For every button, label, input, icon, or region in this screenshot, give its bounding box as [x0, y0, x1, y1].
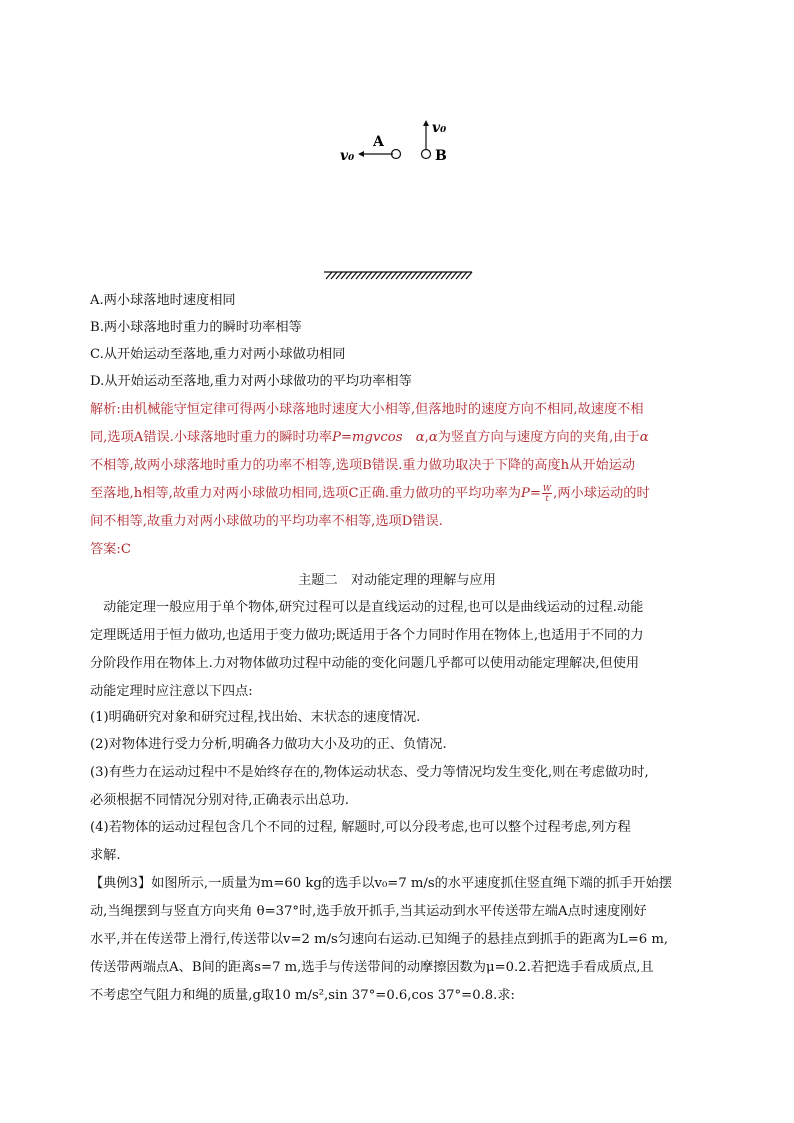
analysis-text: 为竖直方向与速度方向的夹角,由于: [437, 430, 640, 445]
option-c: C.从开始运动至落地,重力对两小球做功相同: [90, 347, 346, 362]
paragraph-line: 动能定理时应注意以下四点:: [90, 684, 253, 699]
option-b: B.两小球落地时重力的瞬时功率相等: [90, 320, 302, 335]
point-4-cont: 求解.: [90, 848, 121, 863]
analysis-text: 至落地,h相等,故重力对两小球做功相同,选项C正确.重力做功的平均功率为: [90, 486, 521, 501]
projectile-diagram: [320, 110, 480, 285]
example-line-4: 传送带两端点A、B间的距离s=7 m,选手与传送带间的动摩擦因数为μ=0.2.若把选手看成质点,且: [90, 960, 654, 975]
avg-power-formula: P=: [520, 486, 541, 501]
fraction-denominator: t: [545, 494, 549, 503]
ball-b: [422, 150, 431, 159]
answer: 答案:C: [90, 542, 131, 557]
analysis-text: ,: [424, 430, 429, 445]
alpha-symbol: α: [639, 430, 649, 445]
example-line-5: 不考虑空气阻力和绳的质量,g取10 m/s²,sin 37°=0.6,cos 37°=0.8.求:: [90, 988, 515, 1003]
point-4: (4)若物体的运动过程包含几个不同的过程, 解题时,可以分段考虑,也可以整个过程考虑,列方程: [90, 820, 631, 835]
paragraph-line: 分阶段作用在物体上.力对物体做功过程中动能的变化问题几乎都可以使用动能定理解决,但使用: [90, 656, 640, 671]
fraction-w-over-t: [542, 484, 552, 503]
v0-left-arrowhead: [358, 151, 364, 157]
v0-up-arrowhead: [423, 120, 429, 126]
example-line-3: 水平,并在传送带上滑行,传送带以v=2 m/s匀速向右运动.已知绳子的悬挂点到抓手的距离为L=6 m,: [90, 932, 669, 947]
point-2: (2)对物体进行受力分析,明确各力做功大小及功的正、负情况.: [90, 737, 447, 752]
ground-hatch: [324, 272, 472, 279]
power-formula: P=mgvcos α: [332, 430, 425, 445]
analysis-line-3: 不相等,故两小球落地时重力的功率不相等,选项B错误.重力做功取决于下降的高度h从开始运动: [90, 458, 636, 473]
section-title: 主题二 对动能定理的理解与应用: [298, 573, 496, 588]
ball-b-label: B: [435, 148, 447, 164]
example-line-1: 【典例3】如图所示,一质量为m=60 kg的选手以v₀=7 m/s的水平速度抓住竖直绳下端的抓手开始摆: [90, 876, 672, 891]
analysis-text: 同,选项A错误.小球落地时重力的瞬时功率: [90, 430, 333, 445]
analysis-line-1: 解析:由机械能守恒定律可得两小球落地时速度大小相等,但落地时的速度方向不相同,故速度不相: [90, 402, 644, 417]
paragraph-line: 动能定理一般应用于单个物体,研究过程可以是直线运动的过程,也可以是曲线运动的过程.动能: [90, 600, 644, 615]
alpha-symbol: α: [428, 430, 438, 445]
example-line-2: 动,当绳摆到与竖直方向夹角 θ=37°时,选手放开抓手,当其运动到水平传送带左端A点时速度刚好: [90, 904, 647, 919]
point-3: (3)有些力在运动过程中不是始终存在的,物体运动状态、受力等情况均发生变化,则在考虑做功时,: [90, 765, 649, 780]
point-3-cont: 必须根据不同情况分别对待,正确表示出总功.: [90, 793, 349, 808]
paragraph-line: 定理既适用于恒力做功,也适用于变力做功;既适用于各个力同时作用在物体上,也适用于不同的力: [90, 628, 644, 643]
ball-a-label: A: [373, 134, 384, 150]
fraction-numerator: W: [542, 484, 552, 493]
analysis-line-5: 间不相等,故重力对两小球做功的平均功率不相等,选项D错误.: [90, 514, 443, 529]
analysis-line-2: [90, 428, 730, 448]
v0-left-label: v₀: [340, 148, 355, 164]
option-a: A.两小球落地时速度相同: [90, 293, 236, 308]
diagram-svg: [320, 110, 480, 285]
point-1: (1)明确研究对象和研究过程,找出始、末状态的速度情况.: [90, 710, 421, 725]
v0-up-label: v₀: [432, 120, 447, 136]
analysis-text: ,两小球运动的时: [553, 486, 650, 501]
analysis-line-4: [90, 484, 730, 504]
option-d: D.从开始运动至落地,重力对两小球做功的平均功率相等: [90, 374, 412, 389]
